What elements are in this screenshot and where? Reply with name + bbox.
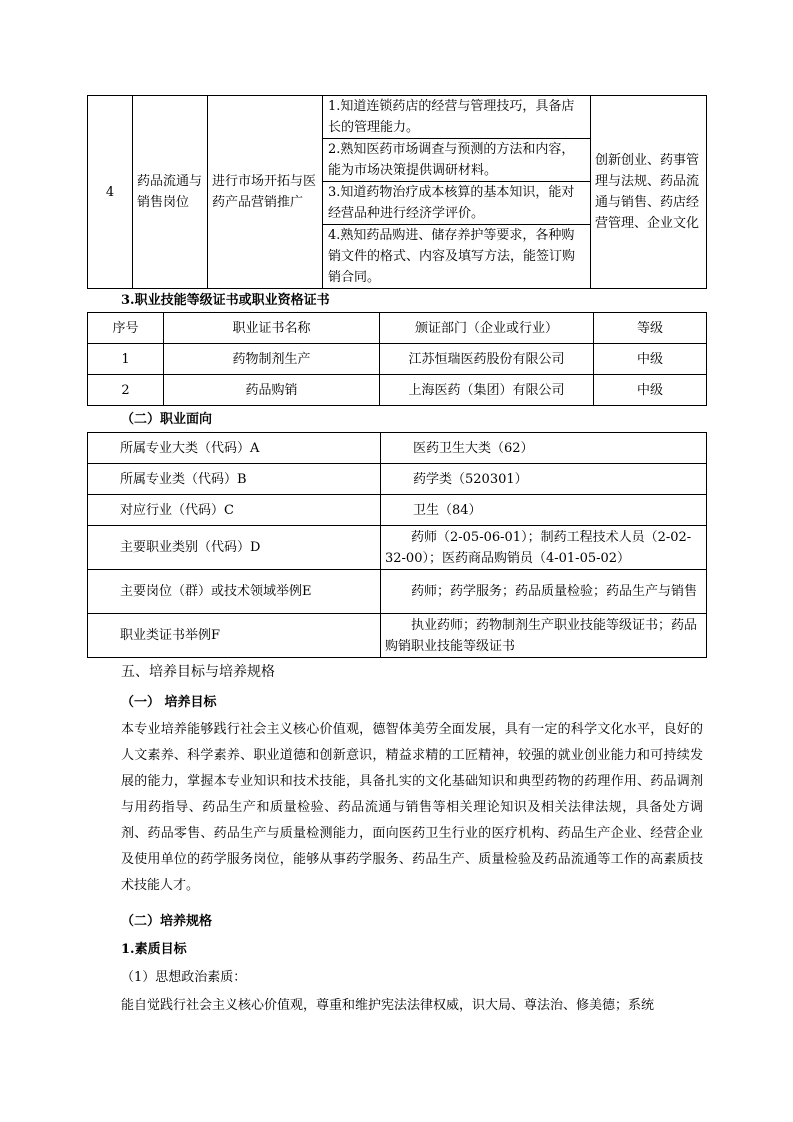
table-row (88, 526, 707, 570)
table-row (88, 433, 707, 464)
career-value: 药师（2-05-06-01）；制药工程技术人员（2-02-32-00）；医药商品购销员（4-01-05-02） (381, 526, 707, 570)
table-row (88, 375, 707, 406)
header-issuer: 颁证部门（企业或行业） (380, 313, 594, 344)
career-label: 主要职业类别（代码）D (88, 526, 381, 570)
ability-item: 1.知道连锁药店的经营与管理技巧，具备店长的管理能力。 (323, 96, 590, 139)
career-label: 所属专业类（代码）B (88, 464, 381, 495)
political-heading: （1）思想政治素质： (121, 970, 247, 985)
table-row (88, 344, 707, 375)
ability-item: 3.知道药物治疗成本核算的基本知识，能对经营品种进行经济学评价。 (323, 182, 590, 225)
career-table (87, 432, 707, 658)
header-level: 等级 (594, 313, 707, 344)
cert-no: 1 (88, 344, 164, 375)
career-value: 药师；药学服务；药品质量检验；药品生产与销售 (381, 570, 707, 614)
ability-item: 4.熟知药品购进、储存养护等要求，各种购销文件的格式、内容及填写方法，能签订购销合同。 (328, 228, 576, 285)
typical-task: 进行市场开拓与医药产品营销推广 (208, 96, 323, 289)
cert-name: 药品购销 (164, 375, 380, 406)
table-row (88, 495, 707, 526)
table-row (88, 570, 707, 614)
certificate-table (87, 312, 707, 406)
career-label: 职业类证书举例F (88, 614, 381, 658)
career-value: 卫生（84） (381, 495, 707, 526)
career-value: 药学类（520301） (381, 464, 707, 495)
career-value: 医药卫生大类（62） (381, 433, 707, 464)
post-name: 药品流通与销售岗位 (133, 96, 208, 289)
goal-heading: （一） 培养目标 (121, 695, 217, 710)
chapter-5-title: 五、培养目标与培养规格 (121, 664, 275, 680)
cert-level: 中级 (594, 375, 707, 406)
career-label: 所属专业大类（代码）A (88, 433, 381, 464)
political-paragraph: 能自觉践行社会主义核心价值观，尊重和维护宪法法律权威，识大局、尊法治、修美德；系统 (121, 998, 655, 1013)
quality-heading: 1.素质目标 (121, 942, 187, 957)
ability-list (323, 96, 591, 289)
table-row (88, 614, 707, 658)
cert-name: 药物制剂生产 (164, 344, 380, 375)
section-3-heading: 3.职业技能等级证书或职业资格证书 (121, 293, 330, 308)
cert-issuer: 江苏恒瑞医药股份有限公司 (380, 344, 594, 375)
ability-item: 2.熟知医药市场调查与预测的方法和内容，能为市场决策提供调研材料。 (323, 139, 590, 182)
cert-issuer: 上海医药（集团）有限公司 (380, 375, 594, 406)
header-cert-name: 职业证书名称 (164, 313, 380, 344)
row-number: 4 (88, 96, 133, 289)
career-value: 执业药师；药物制剂生产职业技能等级证书；药品购销职业技能等级证书 (381, 614, 707, 658)
career-heading: （二）职业面向 (121, 412, 213, 427)
table-row (88, 464, 707, 495)
career-label: 主要岗位（群）或技术领域举例E (88, 570, 381, 614)
cert-no: 2 (88, 375, 164, 406)
program-table (87, 95, 707, 289)
course-list: 创新创业、药事管理与法规、药品流通与销售、药店经营管理、企业文化 (591, 96, 707, 289)
spec-heading: （二）培养规格 (121, 914, 213, 929)
goal-paragraph: 本专业培养能够践行社会主义核心价值观，德智体美劳全面发展，具有一定的科学文化水平，良好的人文素养、科学素养、职业道德和创新意识，精益求精的工匠精神，较强的就业创业能力和可持续发展的能力，掌握本专业知识和技术技能，具备扎实的文化基础知识和典型药物的药理作用、药品调剂与用药指导、药品生产和质量检验、药品流通与销售等相关理论知识及相关法律法规，具备处方调剂、药品零售、药品生产与质量检测能力，面向医药卫生行业的医疗机构、药品生产企业、经营企业及使用单位的药学服务岗位，能够从事药学服务、药品生产、质量检验及药品流通等工作的高素质技术技能人才。 (121, 722, 703, 893)
header-no: 序号 (88, 313, 164, 344)
career-label: 对应行业（代码）C (88, 495, 381, 526)
cert-level: 中级 (594, 344, 707, 375)
